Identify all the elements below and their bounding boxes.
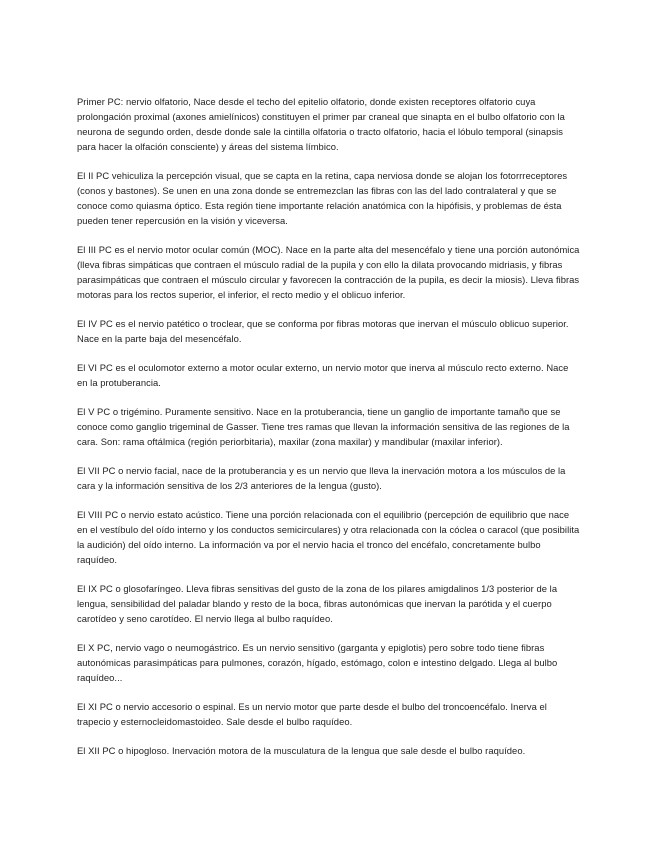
- paragraph-olfactory-nerve: Primer PC: nervio olfatorio, Nace desde el techo del epitelio olfatorio, donde existen receptores olfatorio cuya prolongación proximal (axones amielínicos) constituyen el primer par craneal que sinapta en el bulbo olfatorio con la neurona de segundo orden, desde donde sale la cintilla olfatoria o tracto olfatorio, hacia el lóbulo temporal (sinapsis para hacer la olfación consciente) y áreas del sistema límbico.: [77, 96, 565, 152]
- paragraph-oculomotor-nerve: El III PC es el nervio motor ocular común (MOC). Nace en la parte alta del mesencéfalo y tiene una porción autonómica (lleva fibras simpáticas que contraen el músculo radial de la pupila y con ello la dilata provocando midriasis, y fibras parasimpáticas que contraen el músculo circular y favorecen la contracción de la pupila, es decir la miosis). Lleva fibras motoras para los rectos superior, el inferior, el recto medio y el oblicuo inferior.: [77, 244, 580, 300]
- paragraph-hypoglossal-nerve: El XII PC o hipogloso. Inervación motora de la musculatura de la lengua que sale desde el bulbo raquídeo.: [77, 745, 526, 756]
- paragraph-trochlear-nerve: El IV PC es el nervio patético o troclear, que se conforma por fibras motoras que inervan el músculo oblicuo superior. Nace en la parte baja del mesencéfalo.: [77, 318, 569, 344]
- paragraph-accessory-nerve: El XI PC o nervio accesorio o espinal. Es un nervio motor que parte desde el bulbo del troncoencéfalo. Inerva el trapecio y esternocleidomastoideo. Sale desde el bulbo raquídeo.: [77, 701, 547, 727]
- paragraph-glossopharyngeal-nerve: El IX PC o glosofaríngeo. Lleva fibras sensitivas del gusto de la zona de los pilares amigdalinos 1/3 posterior de la lengua, sensibilidad del paladar blando y resto de la boca, fibras autonómicas que inervan la parótida y el cuerpo carotídeo y seno carotídeo. El nervio llega al bulbo raquídeo.: [77, 583, 558, 624]
- paragraph-optic-nerve: El II PC vehiculiza la percepción visual, que se capta en la retina, capa nerviosa donde se alojan los fotorrreceptores (conos y bastones). Se unen en una zona donde se entremezclan las fibras con las del lado contralateral y que se conoce como quiasma óptico. Esta región tiene importante relación anatómica con la hipófisis, y problemas de ésta pueden tener repercusión en la visión y viceversa.: [77, 170, 568, 226]
- paragraph-facial-nerve: El VII PC o nervio facial, nace de la protuberancia y es un nervio que lleva la inervación motora a los músculos de la cara y la información sensitiva de los 2/3 anteriores de la lengua (gusto).: [77, 465, 566, 491]
- paragraph-vagus-nerve: El X PC, nervio vago o neumogástrico. Es un nervio sensitivo (garganta y epiglotis) pero sobre todo tiene fibras autonómicas parasimpáticas para pulmones, corazón, hígado, estómago, colon e intestino delgado. Llega al bulbo raquídeo...: [77, 642, 558, 683]
- paragraph-vestibulocochlear-nerve: El VIII PC o nervio estato acústico. Tiene una porción relacionada con el equilibrio (percepción de equilibrio que nace en el vestíbulo del oído interno y los conductos semicirculares) y otra relacionada con la cóclea o caracol (que posibilita la audición) del oído interno. La información va por el nervio hacia el tronco del encéfalo, concretamente bulbo raquídeo.: [77, 509, 580, 565]
- document-body: [77, 94, 581, 772]
- paragraph-abducens-nerve: El VI PC es el oculomotor externo a motor ocular externo, un nervio motor que inerva al músculo recto externo. Nace en la protuberancia.: [77, 362, 569, 388]
- paragraph-trigeminal-nerve: El V PC o trigémino. Puramente sensitivo. Nace en la protuberancia, tiene un ganglio de importante tamaño que se conoce como ganglio trigeminal de Gasser. Tiene tres ramas que llevan la información sensitiva de las regiones de la cara. Son: rama oftálmica (región periorbitaria), maxilar (zona maxilar) y mandibular (maxilar inferior).: [77, 406, 570, 447]
